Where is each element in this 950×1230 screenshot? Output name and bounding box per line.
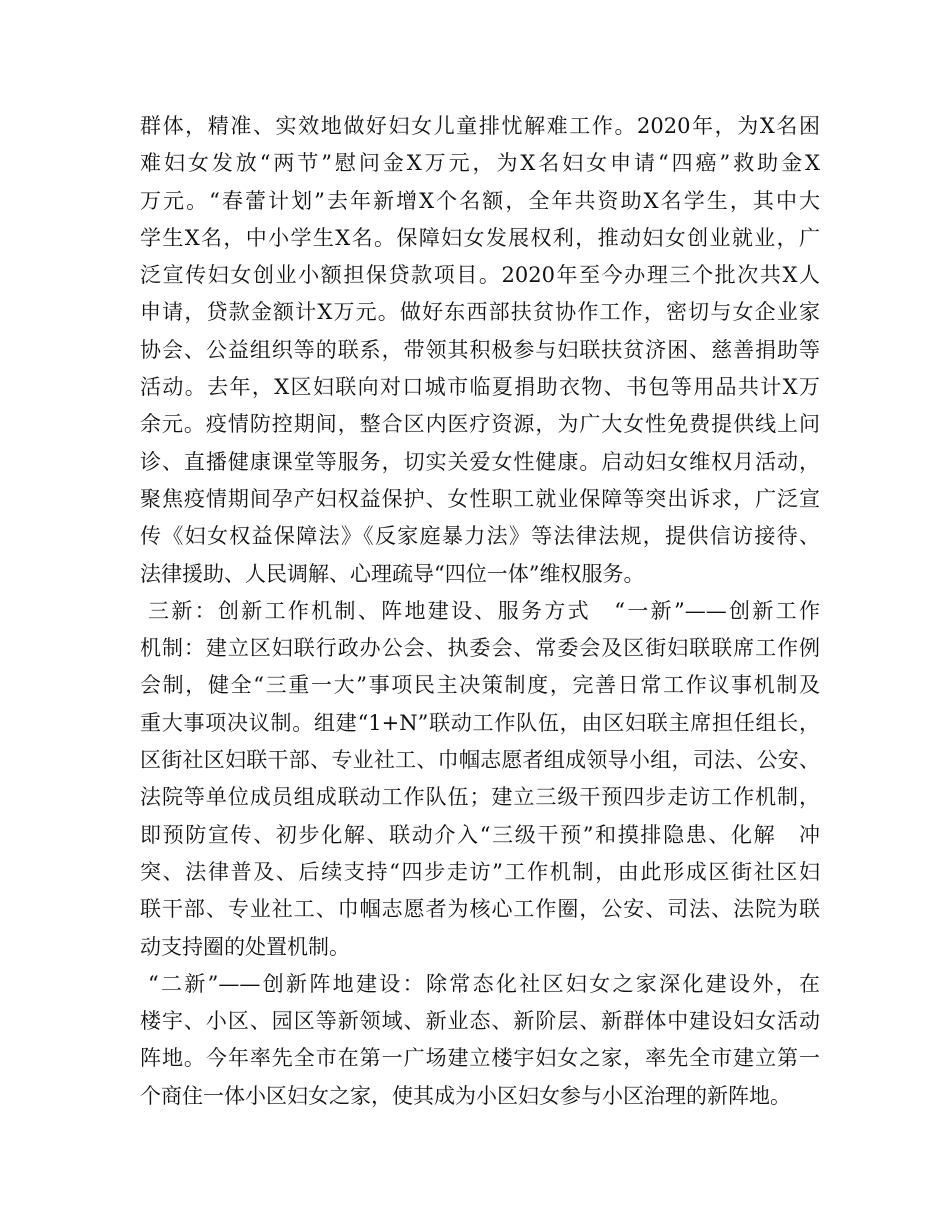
text-line: 机制：建立区妇联行政办公会、执委会、常委会及区街妇联联席工作例 <box>140 636 820 661</box>
text-line: 联干部、专业社工、巾帼志愿者为核心工作圈，公安、司法、法院为联 <box>140 897 820 922</box>
paragraph-second-new-positions <box>140 966 820 1115</box>
text-line: 个商住一体小区妇女之家，使其成为小区妇女参与小区治理的新阵地。 <box>140 1083 791 1108</box>
text-line: 泛宣传妇女创业小额担保贷款项目。2020年至今办理三个批次共X人 <box>140 263 820 288</box>
text-line: 楼宇、小区、园区等新领域、新业态、新阶层、新群体中建设妇女活动 <box>140 1009 820 1034</box>
text-line: 学生X名，中小学生X名。保障妇女发展权利，推动妇女创业就业，广 <box>140 225 820 250</box>
paragraph-three-new-mechanism <box>140 593 820 966</box>
text-line: 申请，贷款金额计X万元。做好东西部扶贫协作工作，密切与女企业家 <box>140 300 820 325</box>
text-line: 动支持圈的处置机制。 <box>140 934 350 959</box>
text-line: 难妇女发放“两节”慰问金X万元，为X名妇女申请“四癌”救助金X <box>140 151 820 176</box>
text-line: 万元。“春蕾计划”去年新增X个名额，全年共资助X名学生，其中大 <box>140 188 820 213</box>
document-page <box>140 108 820 1115</box>
text-line: 群体，精准、实效地做好妇女儿童排忧解难工作。2020年，为X名困 <box>140 114 820 138</box>
text-line: 区街社区妇联干部、专业社工、巾帼志愿者组成领导小组，司法、公安、 <box>140 748 820 773</box>
text-line: 阵地。今年率先全市在第一广场建立楼宇妇女之家，率先全市建立第一 <box>140 1046 820 1071</box>
text-line: 活动。去年，X区妇联向对口城市临夏捐助衣物、书包等用品共计X万 <box>140 375 820 400</box>
text-line: 会制，健全“三重一大”事项民主决策制度，完善日常工作议事机制及 <box>140 673 820 698</box>
text-line: “二新”——创新阵地建设：除常态化社区妇女之家深化建设外，在 <box>148 971 820 996</box>
text-line: 诊、直播健康课堂等服务，切实关爱女性健康。启动妇女维权月活动， <box>140 449 820 474</box>
text-line: 三新：创新工作机制、阵地建设、服务方式 “一新”——创新工作 <box>148 598 820 623</box>
text-line: 协会、公益组织等的联系，带领其积极参与妇联扶贫济困、慈善捐助等 <box>140 337 820 362</box>
text-line: 法院等单位成员组成联动工作队伍；建立三级干预四步走访工作机制， <box>140 785 820 810</box>
text-line: 法律援助、人民调解、心理疏导“四位一体”维权服务。 <box>140 561 645 586</box>
paragraph-support-work <box>140 108 820 593</box>
text-line: 突、法律普及、后续支持“四步走访”工作机制，由此形成区街社区妇 <box>140 859 820 884</box>
text-line: 余元。疫情防控期间，整合区内医疗资源，为广大女性免费提供线上问 <box>140 412 820 437</box>
text-line: 传《妇女权益保障法》《反家庭暴力法》等法律法规，提供信访接待、 <box>140 524 820 549</box>
text-line: 即预防宣传、初步化解、联动介入“三级干预”和摸排隐患、化解 冲 <box>140 822 820 847</box>
text-line: 聚焦疫情期间孕产妇权益保护、女性职工就业保障等突出诉求，广泛宣 <box>140 486 820 511</box>
text-line: 重大事项决议制。组建“1+N”联动工作队伍，由区妇联主席担任组长， <box>140 710 820 735</box>
